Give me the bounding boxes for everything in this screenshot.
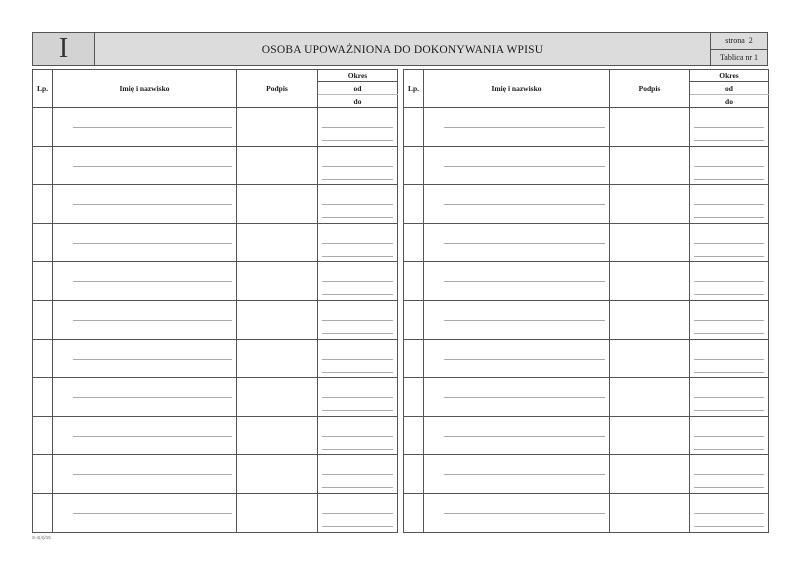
signature-cell[interactable] xyxy=(237,378,318,417)
lp-cell xyxy=(404,223,424,262)
period-from-line[interactable] xyxy=(322,359,393,360)
lp-cell xyxy=(33,339,53,378)
period-cell[interactable] xyxy=(318,416,398,455)
signature-cell[interactable] xyxy=(237,455,318,494)
lp-cell xyxy=(33,416,53,455)
period-to-line[interactable] xyxy=(322,333,393,334)
name-write-line[interactable] xyxy=(444,397,605,398)
name-cell[interactable] xyxy=(53,416,237,455)
name-cell[interactable] xyxy=(424,146,610,185)
lp-cell xyxy=(404,108,424,147)
lp-cell xyxy=(33,455,53,494)
period-cell[interactable] xyxy=(690,146,769,185)
name-cell[interactable] xyxy=(53,223,237,262)
signature-cell[interactable] xyxy=(237,185,318,224)
header-period-to: do xyxy=(318,95,398,108)
table-row xyxy=(404,455,769,494)
signature-cell[interactable] xyxy=(237,108,318,147)
signature-cell[interactable] xyxy=(237,223,318,262)
name-cell[interactable] xyxy=(424,339,610,378)
period-cell[interactable] xyxy=(318,146,398,185)
period-to-line[interactable] xyxy=(322,526,393,527)
lp-cell xyxy=(404,455,424,494)
signature-cell[interactable] xyxy=(237,262,318,301)
name-write-line[interactable] xyxy=(444,474,605,475)
period-to-line[interactable] xyxy=(694,372,764,373)
signature-cell[interactable] xyxy=(610,185,690,224)
period-to-line[interactable] xyxy=(694,179,764,180)
period-from-line[interactable] xyxy=(322,513,393,514)
period-to-line[interactable] xyxy=(322,372,393,373)
name-cell[interactable] xyxy=(53,493,237,532)
header-lp: Lp. xyxy=(404,70,424,108)
period-from-line[interactable] xyxy=(322,166,393,167)
signature-cell[interactable] xyxy=(237,300,318,339)
period-to-line[interactable] xyxy=(694,449,764,450)
lp-cell xyxy=(404,262,424,301)
period-to-line[interactable] xyxy=(322,294,393,295)
name-cell[interactable] xyxy=(53,378,237,417)
table-row xyxy=(404,262,769,301)
page-header xyxy=(32,32,768,66)
lp-cell xyxy=(33,108,53,147)
period-from-line[interactable] xyxy=(694,166,764,167)
header-period-from: od xyxy=(690,82,769,95)
signature-cell[interactable] xyxy=(237,416,318,455)
name-write-line[interactable] xyxy=(73,359,232,360)
period-from-line[interactable] xyxy=(322,281,393,282)
period-to-line[interactable] xyxy=(322,256,393,257)
lp-cell xyxy=(33,146,53,185)
section-number: I xyxy=(33,33,95,65)
name-write-line[interactable] xyxy=(444,320,605,321)
period-from-line[interactable] xyxy=(322,436,393,437)
name-cell[interactable] xyxy=(53,339,237,378)
period-cell[interactable] xyxy=(318,108,398,147)
period-from-line[interactable] xyxy=(322,204,393,205)
signature-cell[interactable] xyxy=(237,493,318,532)
page-indicator xyxy=(711,33,767,50)
name-cell[interactable] xyxy=(53,185,237,224)
table-row xyxy=(404,493,769,532)
name-write-line[interactable] xyxy=(444,281,605,282)
lp-cell xyxy=(33,300,53,339)
period-from-line[interactable] xyxy=(694,397,764,398)
period-to-line[interactable] xyxy=(322,140,393,141)
period-cell[interactable] xyxy=(318,300,398,339)
period-from-line[interactable] xyxy=(694,204,764,205)
name-cell[interactable] xyxy=(424,185,610,224)
table-row xyxy=(33,339,398,378)
name-cell[interactable] xyxy=(424,223,610,262)
period-to-line[interactable] xyxy=(694,410,764,411)
period-cell[interactable] xyxy=(690,493,769,532)
signature-cell[interactable] xyxy=(610,455,690,494)
header-period-from: od xyxy=(318,82,398,95)
name-write-line[interactable] xyxy=(73,474,232,475)
name-write-line[interactable] xyxy=(73,166,232,167)
header-period: Okres xyxy=(318,70,398,82)
period-cell[interactable] xyxy=(318,493,398,532)
name-cell[interactable] xyxy=(424,262,610,301)
signature-cell[interactable] xyxy=(610,493,690,532)
period-to-line[interactable] xyxy=(322,179,393,180)
signature-cell[interactable] xyxy=(610,416,690,455)
period-cell[interactable] xyxy=(690,300,769,339)
period-from-line[interactable] xyxy=(322,243,393,244)
lp-cell xyxy=(33,223,53,262)
period-cell[interactable] xyxy=(318,185,398,224)
table-row xyxy=(404,300,769,339)
name-cell[interactable] xyxy=(53,262,237,301)
period-to-line[interactable] xyxy=(694,294,764,295)
period-from-line[interactable] xyxy=(322,127,393,128)
header-signature: Podpis xyxy=(237,70,318,108)
lp-cell xyxy=(404,339,424,378)
table-row xyxy=(33,223,398,262)
period-from-line[interactable] xyxy=(694,127,764,128)
signature-cell[interactable] xyxy=(610,108,690,147)
register-table-left xyxy=(32,69,398,533)
signature-cell[interactable] xyxy=(610,378,690,417)
lp-cell xyxy=(404,416,424,455)
name-write-line[interactable] xyxy=(73,513,232,514)
lp-cell xyxy=(404,378,424,417)
lp-cell xyxy=(404,146,424,185)
name-write-line[interactable] xyxy=(73,436,232,437)
header-name: Imię i nazwisko xyxy=(53,70,237,108)
signature-cell[interactable] xyxy=(610,339,690,378)
signature-cell[interactable] xyxy=(610,262,690,301)
name-cell[interactable] xyxy=(424,378,610,417)
header-signature: Podpis xyxy=(610,70,690,108)
period-from-line[interactable] xyxy=(694,281,764,282)
period-to-line[interactable] xyxy=(694,217,764,218)
name-write-line[interactable] xyxy=(444,166,605,167)
name-write-line[interactable] xyxy=(73,243,232,244)
page-label: strona xyxy=(725,36,745,46)
lp-cell xyxy=(404,300,424,339)
signature-cell[interactable] xyxy=(610,300,690,339)
signature-cell[interactable] xyxy=(237,146,318,185)
period-cell[interactable] xyxy=(318,262,398,301)
name-cell[interactable] xyxy=(424,300,610,339)
table-row xyxy=(404,223,769,262)
period-to-line[interactable] xyxy=(694,256,764,257)
register-table-right xyxy=(403,69,769,533)
header-period: Okres xyxy=(690,70,769,82)
page-info-box xyxy=(710,33,767,65)
table-row xyxy=(33,493,398,532)
period-from-line[interactable] xyxy=(694,513,764,514)
period-cell[interactable] xyxy=(690,223,769,262)
period-from-line[interactable] xyxy=(322,320,393,321)
period-cell[interactable] xyxy=(690,378,769,417)
name-write-line[interactable] xyxy=(444,513,605,514)
table-row xyxy=(404,378,769,417)
name-write-line[interactable] xyxy=(73,204,232,205)
name-write-line[interactable] xyxy=(73,127,232,128)
table-row xyxy=(33,300,398,339)
table-row xyxy=(404,185,769,224)
period-cell[interactable] xyxy=(690,416,769,455)
lp-cell xyxy=(33,262,53,301)
lp-cell xyxy=(33,185,53,224)
form-code: S-4(4)/15 xyxy=(32,535,51,540)
period-cell[interactable] xyxy=(318,223,398,262)
period-from-line[interactable] xyxy=(694,243,764,244)
table-row xyxy=(33,378,398,417)
signature-cell[interactable] xyxy=(610,223,690,262)
name-write-line[interactable] xyxy=(444,436,605,437)
name-cell[interactable] xyxy=(53,300,237,339)
header-lp: Lp. xyxy=(33,70,53,108)
period-cell[interactable] xyxy=(318,378,398,417)
period-cell[interactable] xyxy=(690,185,769,224)
period-to-line[interactable] xyxy=(694,333,764,334)
period-to-line[interactable] xyxy=(694,487,764,488)
lp-cell xyxy=(404,493,424,532)
name-write-line[interactable] xyxy=(73,397,232,398)
signature-cell[interactable] xyxy=(237,339,318,378)
period-cell[interactable] xyxy=(318,455,398,494)
period-from-line[interactable] xyxy=(694,359,764,360)
table-row xyxy=(404,416,769,455)
name-cell[interactable] xyxy=(53,146,237,185)
period-cell[interactable] xyxy=(690,455,769,494)
name-write-line[interactable] xyxy=(444,127,605,128)
header-period-to: do xyxy=(690,95,769,108)
name-write-line[interactable] xyxy=(73,281,232,282)
period-from-line[interactable] xyxy=(322,474,393,475)
table-row xyxy=(404,146,769,185)
period-to-line[interactable] xyxy=(694,526,764,527)
period-cell[interactable] xyxy=(690,339,769,378)
period-from-line[interactable] xyxy=(694,436,764,437)
period-cell[interactable] xyxy=(318,339,398,378)
name-cell[interactable] xyxy=(424,108,610,147)
header-name: Imię i nazwisko xyxy=(424,70,610,108)
table-row xyxy=(33,262,398,301)
period-from-line[interactable] xyxy=(694,320,764,321)
lp-cell xyxy=(33,493,53,532)
table-row xyxy=(33,185,398,224)
name-cell[interactable] xyxy=(53,108,237,147)
table-row xyxy=(404,339,769,378)
table-row xyxy=(33,455,398,494)
period-from-line[interactable] xyxy=(322,397,393,398)
page-number: 2 xyxy=(748,36,753,46)
period-from-line[interactable] xyxy=(694,474,764,475)
name-write-line[interactable] xyxy=(444,243,605,244)
table-row xyxy=(33,416,398,455)
page-title: OSOBA UPOWAŻNIONA DO DOKONYWANIA WPISU xyxy=(95,33,710,65)
period-to-line[interactable] xyxy=(694,140,764,141)
signature-cell[interactable] xyxy=(610,146,690,185)
name-write-line[interactable] xyxy=(444,204,605,205)
period-to-line[interactable] xyxy=(322,449,393,450)
period-cell[interactable] xyxy=(690,262,769,301)
period-cell[interactable] xyxy=(690,108,769,147)
period-to-line[interactable] xyxy=(322,217,393,218)
table-row xyxy=(404,108,769,147)
name-cell[interactable] xyxy=(424,493,610,532)
lp-cell xyxy=(33,378,53,417)
period-to-line[interactable] xyxy=(322,487,393,488)
name-cell[interactable] xyxy=(424,416,610,455)
table-label: Tablica nr 1 xyxy=(719,52,759,62)
name-write-line[interactable] xyxy=(444,359,605,360)
table-row xyxy=(33,146,398,185)
lp-cell xyxy=(404,185,424,224)
name-cell[interactable] xyxy=(424,455,610,494)
name-cell[interactable] xyxy=(53,455,237,494)
name-write-line[interactable] xyxy=(73,320,232,321)
period-to-line[interactable] xyxy=(322,410,393,411)
table-row xyxy=(33,108,398,147)
